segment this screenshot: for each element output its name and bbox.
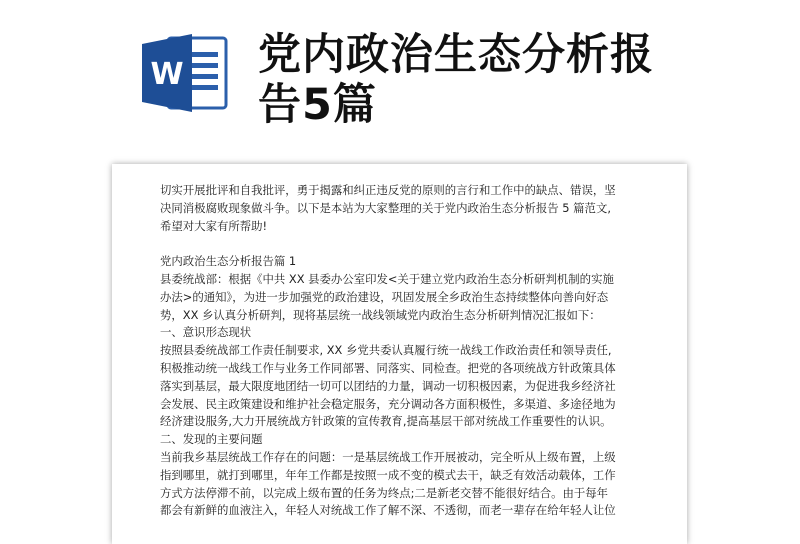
text-line: 希望对大家有所帮助!	[160, 218, 268, 233]
document-content	[160, 182, 640, 520]
text-line: 会发展、民主政策建设和维护社会稳定服务，充分调动各方面积极性，多渠道、多途径地为	[160, 396, 616, 411]
title-line-2: 告5篇	[258, 80, 377, 130]
text-line: 办法>的通知》，为进一步加强党的政治建设，巩固发展全乡政治生态持续整体向善向好态	[160, 289, 609, 304]
text-line: 指到哪里，就打到哪里，年年工作都是按照一成不变的模式去干，缺乏有效活动载体，工作	[160, 467, 616, 482]
text-line: 积极推动统一战线工作与业务工作同部署、同落实、同检查。把党的各项统战方针政策具体	[160, 360, 616, 375]
text-line: 决同消极腐败现象做斗争。以下是本站为大家整理的关于党内政治生态分析报告 5 篇范文,	[160, 200, 611, 215]
text-line: 县委统战部：根据《中共 XX 县委办公室印发<关于建立党内政治生态分析研判机制的实施	[160, 271, 614, 286]
text-line: 落实到基层，最大限度地团结一切可以团结的力量，调动一切积极因素，为促进我乡经济社	[160, 378, 616, 393]
title-line-1: 党内政治生态分析报	[258, 30, 654, 80]
section-heading: 党内政治生态分析报告篇 1	[160, 254, 297, 269]
text-line: 都会有新鲜的血液注入，年轻人对统战工作了解不深、不透彻，而老一辈存在给年轻人让位	[160, 503, 616, 518]
paragraph-gap	[160, 235, 640, 253]
text-line: 经济建设服务,大力开展统战方针政策的宣传教育,提高基层干部对统战工作重要性的认识。	[160, 414, 612, 429]
text-line: 方式方法停滞不前，以完成上级布置的任务为终点;二是新老交替不能很好结合。由于每年	[160, 485, 609, 500]
section-heading: 二、发现的主要问题	[160, 432, 263, 447]
svg-text:W: W	[150, 57, 184, 92]
page-title	[258, 30, 698, 130]
text-line: 切实开展批评和自我批评，勇于揭露和纠正违反党的原则的言行和工作中的缺点、错误，坚	[160, 183, 616, 197]
text-line: 按照县委统战部工作责任制要求, XX 乡党共委认真履行统一战线工作政治责任和领导责任,	[160, 343, 612, 358]
word-document-icon	[140, 30, 232, 116]
document-page	[112, 164, 687, 544]
text-line: 势，XX 乡认真分析研判，现将基层统一战线领域党内政治生态分析研判情况汇报如下：	[160, 307, 601, 322]
header	[0, 0, 800, 160]
section-heading: 一、意识形态现状	[160, 325, 252, 340]
text-line: 当前我乡基层统战工作存在的问题：一是基层统战工作开展被动，完全听从上级布置，上级	[160, 449, 616, 464]
